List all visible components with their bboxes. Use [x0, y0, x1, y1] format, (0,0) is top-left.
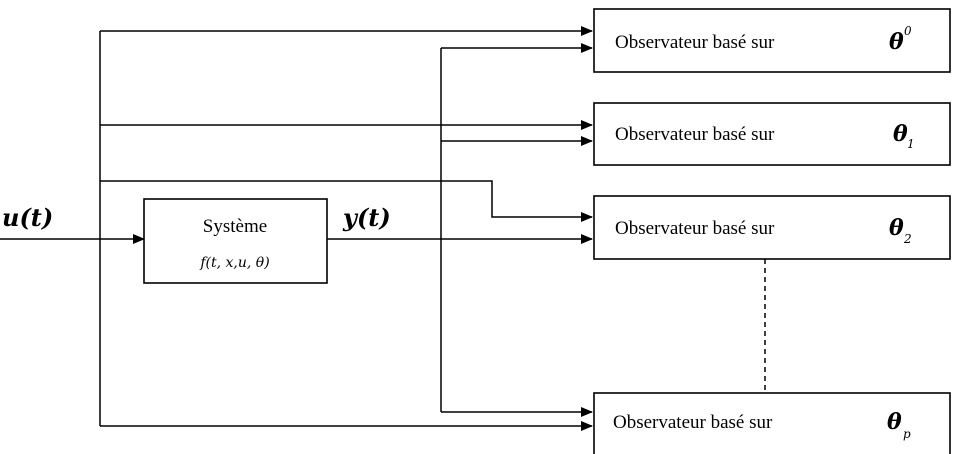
observer-0-label: Observateur basé sur [615, 32, 775, 53]
input-signal-label: u(t) [2, 203, 54, 232]
observer-0-symbol: θ [889, 29, 904, 55]
system-title: Système [202, 216, 268, 237]
output-signal-label: y(t) [343, 203, 391, 232]
observer-p-label: Observateur basé sur [613, 412, 773, 433]
observer-0-superscript: 0 [904, 24, 912, 38]
observer-1-label: Observateur basé sur [615, 124, 775, 145]
observer-2-label: Observateur basé sur [615, 218, 775, 239]
observer-p-symbol: θ [887, 409, 902, 435]
observer-1-symbol: θ [893, 121, 908, 147]
system-function: f(t, x,u, θ) [200, 255, 270, 271]
observer-p-subscript: p [903, 427, 911, 441]
observer-2-subscript: 2 [904, 232, 912, 246]
observer-2-symbol: θ [889, 215, 904, 241]
observer-1-subscript: 1 [907, 137, 915, 151]
